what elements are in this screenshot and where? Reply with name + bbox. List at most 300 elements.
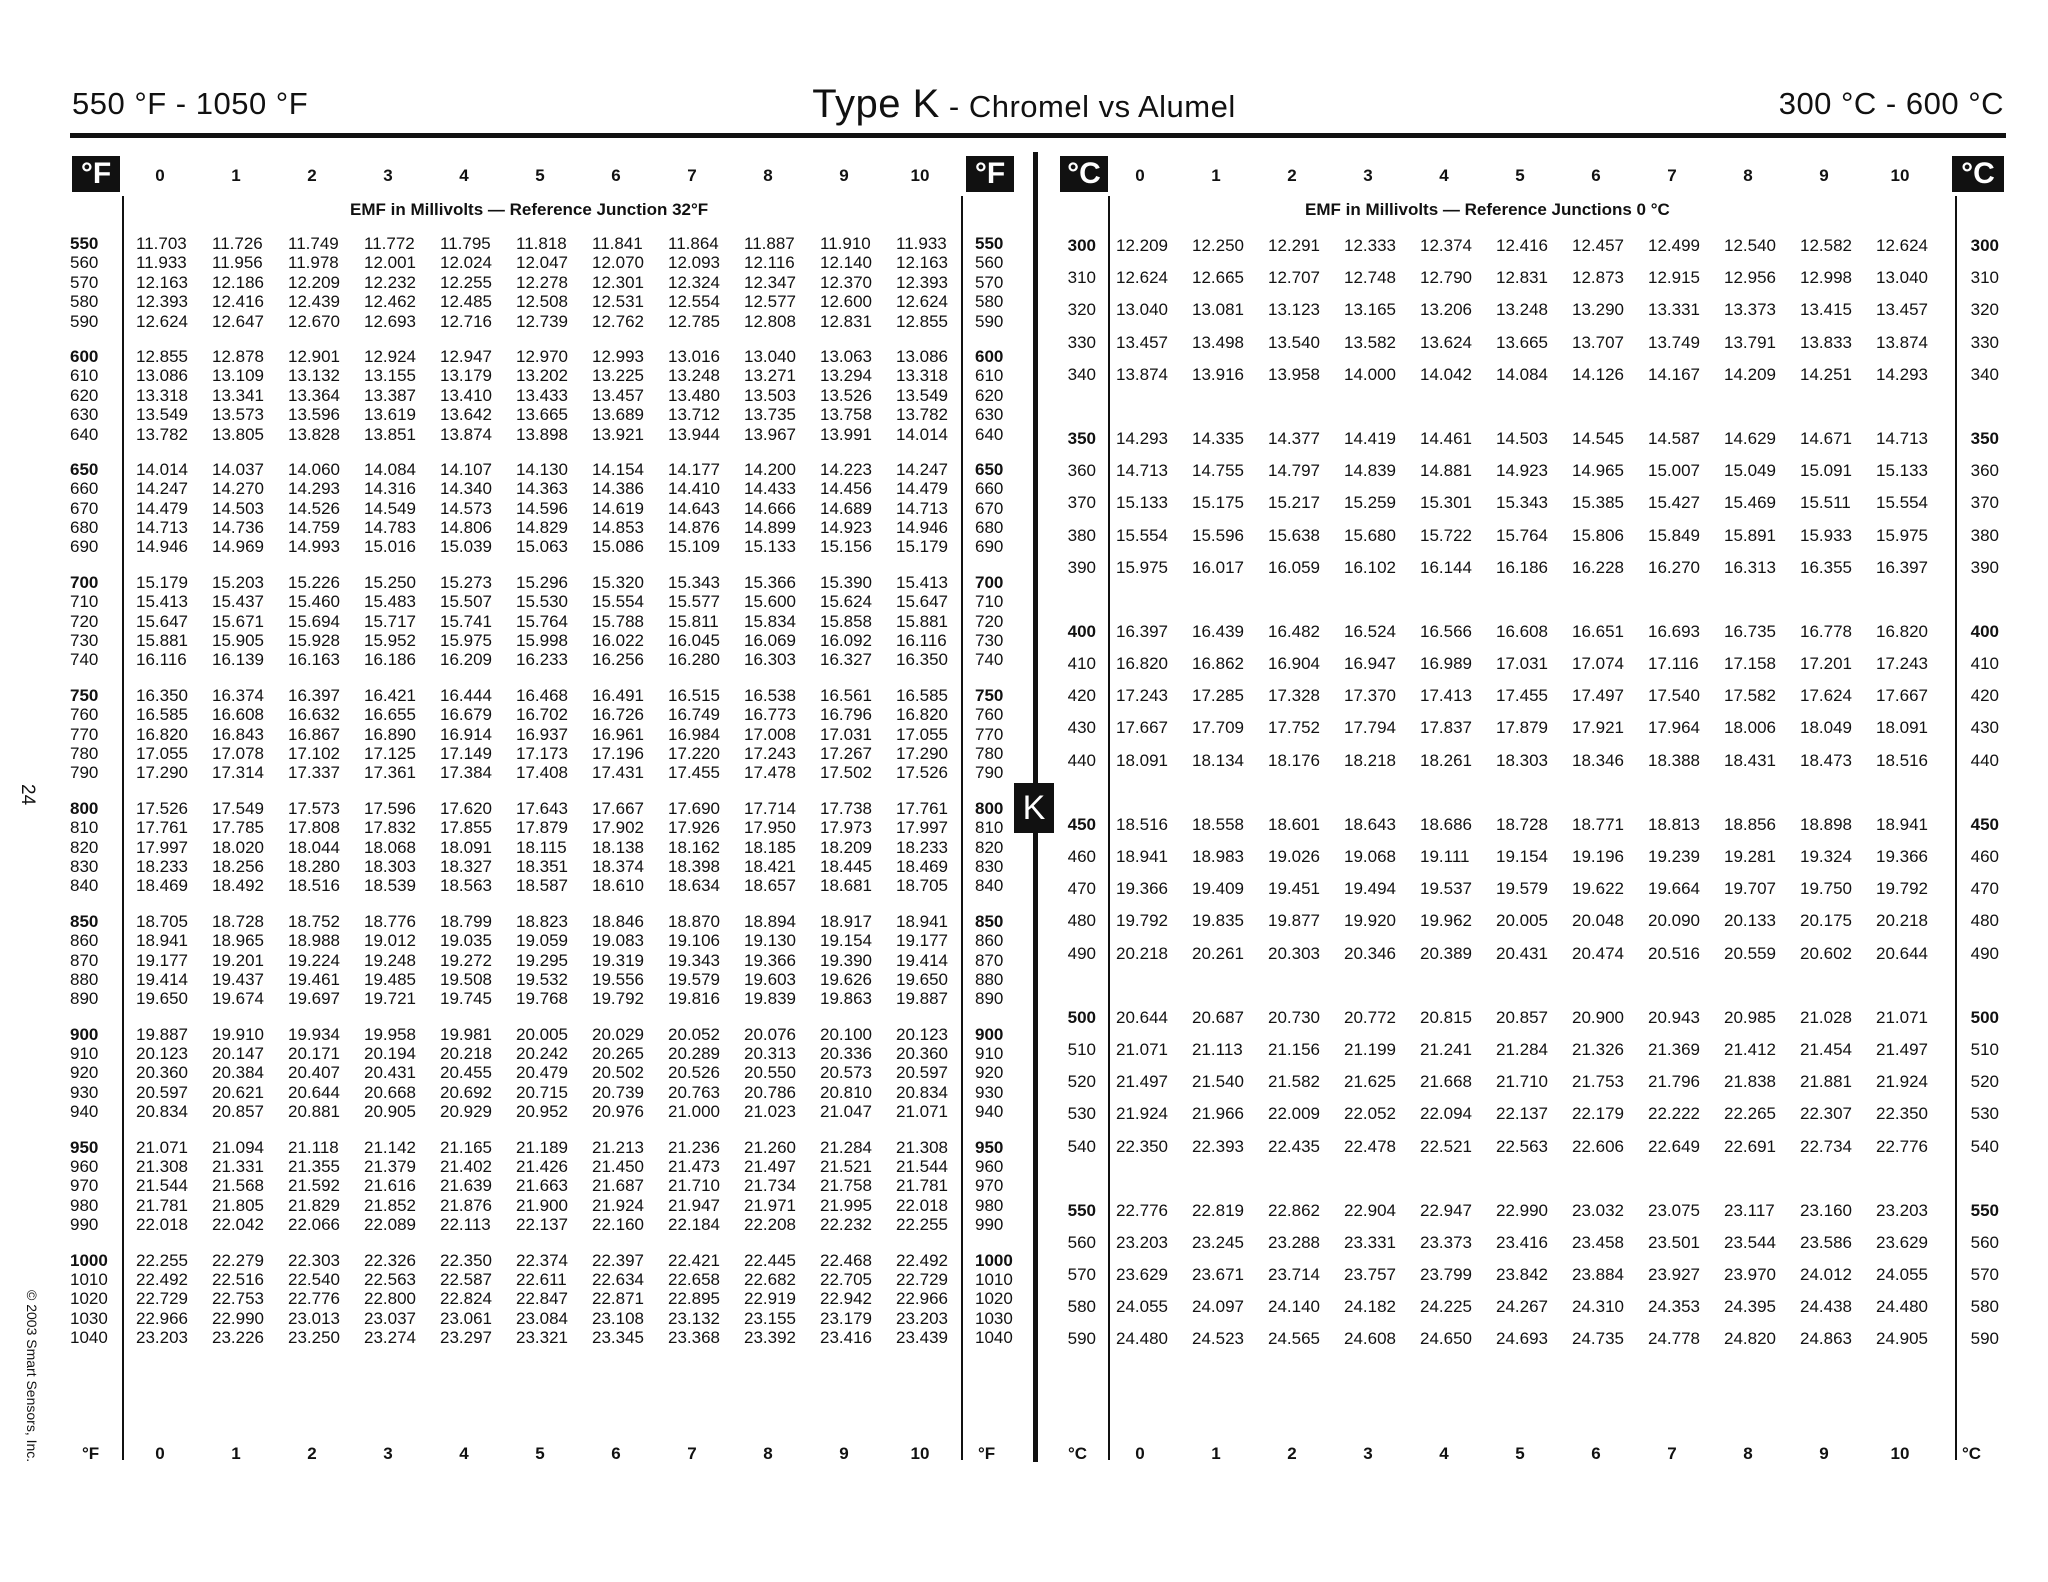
- emf-cell: 21.118: [288, 1137, 339, 1157]
- emf-cell: 14.526: [288, 498, 340, 518]
- row-temperature: 510: [1067, 1039, 1096, 1059]
- row-temperature: 750: [70, 685, 99, 705]
- emf-cell: 13.081: [1192, 300, 1244, 320]
- emf-cell: 24.863: [1800, 1329, 1852, 1349]
- emf-cell: 18.898: [1800, 814, 1852, 834]
- row-temperature: 570: [70, 272, 99, 292]
- emf-cell: 21.308: [896, 1137, 948, 1157]
- emf-cell: 18.516: [1876, 750, 1928, 770]
- emf-cell: 23.203: [1876, 1200, 1928, 1220]
- emf-cell: 17.173: [516, 743, 568, 763]
- emf-cell: 22.919: [744, 1289, 796, 1309]
- emf-cell: 14.209: [1724, 364, 1776, 384]
- emf-cell: 15.764: [1496, 525, 1548, 545]
- row-temperature-right: 360: [1970, 461, 1999, 481]
- emf-cell: 19.579: [1496, 879, 1548, 899]
- emf-cell: 18.563: [440, 876, 492, 896]
- emf-cell: 22.478: [1344, 1136, 1396, 1156]
- emf-cell: 20.261: [1192, 943, 1244, 963]
- emf-cell: 17.455: [668, 763, 720, 783]
- emf-cell: 21.454: [1800, 1039, 1852, 1059]
- emf-cell: 11.933: [896, 234, 947, 253]
- row-temperature: 640: [70, 424, 99, 444]
- emf-cell: 11.795: [440, 234, 491, 253]
- emf-cell: 12.163: [136, 272, 188, 292]
- emf-cell: 20.090: [1648, 911, 1700, 931]
- emf-cell: 19.934: [288, 1024, 340, 1044]
- emf-cell: 11.933: [136, 253, 187, 273]
- emf-cell: 17.290: [136, 763, 188, 783]
- emf-cell: 16.491: [592, 685, 644, 705]
- emf-cell: 21.284: [1496, 1039, 1548, 1059]
- emf-cell: 17.794: [1344, 718, 1396, 738]
- emf-cell: 18.218: [1344, 750, 1396, 770]
- emf-cell: 17.149: [440, 743, 492, 763]
- emf-cell: 16.867: [288, 724, 340, 744]
- fahrenheit-range-title: 550 °F - 1050 °F: [72, 86, 309, 121]
- row-temperature: 580: [70, 292, 99, 312]
- emf-cell: 13.712: [668, 405, 720, 425]
- emf-cell: 17.761: [136, 818, 188, 838]
- emf-cell: 13.123: [1268, 300, 1320, 320]
- emf-cell: 23.075: [1648, 1200, 1700, 1220]
- emf-cell: 17.408: [516, 763, 568, 783]
- row-temperature: 800: [70, 798, 99, 818]
- emf-cell: 19.485: [364, 969, 416, 989]
- emf-cell: 21.028: [1800, 1007, 1852, 1027]
- emf-cell: 20.857: [1496, 1007, 1548, 1027]
- emf-cell: 20.147: [212, 1044, 264, 1064]
- emf-cell: 13.791: [1724, 332, 1776, 352]
- emf-cell: 14.251: [1800, 364, 1852, 384]
- emf-cell: 15.175: [1192, 493, 1244, 513]
- emf-cell: 14.167: [1648, 364, 1700, 384]
- row-temperature-right: 840: [975, 876, 1004, 896]
- emf-cell: 14.736: [212, 518, 264, 538]
- emf-cell: 12.762: [592, 311, 644, 331]
- emf-cell: 21.758: [820, 1176, 872, 1196]
- emf-cell: 12.707: [1268, 268, 1320, 288]
- emf-cell: 12.374: [1420, 236, 1472, 255]
- row-temperature: 920: [70, 1063, 99, 1083]
- emf-cell: 16.397: [1116, 621, 1168, 641]
- emf-cell: 12.748: [1344, 268, 1396, 288]
- row-temperature: 430: [1067, 718, 1096, 738]
- emf-cell: 12.047: [516, 253, 568, 273]
- emf-cell: 14.340: [440, 479, 492, 499]
- copyright-notice: © 2003 Smart Sensors, Inc.: [24, 1290, 40, 1463]
- fahrenheit-footer-column-4: 4: [459, 1444, 469, 1463]
- emf-cell: 14.503: [212, 498, 264, 518]
- celsius-footer-column-4: 4: [1439, 1444, 1449, 1463]
- row-temperature-right: 560: [975, 253, 1004, 273]
- emf-cell: 21.710: [1496, 1072, 1548, 1092]
- emf-cell: 18.473: [1800, 750, 1852, 770]
- emf-cell: 22.350: [1876, 1104, 1928, 1124]
- emf-cell: 21.023: [744, 1102, 796, 1122]
- emf-cell: 14.247: [896, 459, 948, 479]
- emf-cell: 23.132: [668, 1308, 720, 1328]
- emf-cell: 19.750: [1800, 879, 1852, 899]
- emf-cell: 12.540: [1724, 236, 1776, 255]
- emf-cell: 12.993: [592, 346, 644, 366]
- row-temperature-right: 450: [1970, 814, 1999, 834]
- emf-cell: 14.629: [1724, 428, 1776, 448]
- emf-cell: 21.165: [440, 1137, 492, 1157]
- row-temperature: 840: [70, 876, 99, 896]
- row-temperature-right: 770: [975, 724, 1004, 744]
- emf-cell: 12.324: [668, 272, 720, 292]
- emf-cell: 20.559: [1724, 943, 1776, 963]
- emf-cell: 20.474: [1572, 943, 1624, 963]
- emf-cell: 12.416: [212, 292, 264, 312]
- emf-cell: 11.772: [364, 234, 415, 253]
- emf-cell: 12.582: [1800, 236, 1852, 255]
- fahrenheit-badge-left: °F: [72, 156, 120, 192]
- emf-cell: 17.573: [288, 798, 340, 818]
- emf-cell: 14.829: [516, 518, 568, 538]
- emf-cell: 21.829: [288, 1195, 340, 1215]
- emf-cell: 15.156: [820, 537, 872, 557]
- row-temperature: 950: [70, 1137, 99, 1157]
- emf-cell: 20.303: [1268, 943, 1320, 963]
- row-temperature: 580: [1067, 1297, 1096, 1317]
- emf-cell: 20.289: [668, 1044, 720, 1064]
- row-temperature: 760: [70, 705, 99, 725]
- emf-cell: 21.947: [668, 1195, 720, 1215]
- emf-cell: 24.735: [1572, 1329, 1624, 1349]
- row-temperature-right: 620: [975, 385, 1004, 405]
- celsius-column-header-7: 7: [1667, 166, 1677, 185]
- emf-cell: 23.757: [1344, 1265, 1396, 1285]
- emf-cell: 17.926: [668, 818, 720, 838]
- row-temperature-right: 970: [975, 1176, 1004, 1196]
- emf-cell: 14.107: [440, 459, 492, 479]
- emf-cell: 22.634: [592, 1269, 644, 1289]
- emf-cell: 18.346: [1572, 750, 1624, 770]
- celsius-footer-column-5: 5: [1515, 1444, 1525, 1463]
- emf-cell: 21.142: [364, 1137, 416, 1157]
- row-temperature: 440: [1067, 750, 1096, 770]
- emf-cell: 22.184: [668, 1215, 720, 1235]
- emf-cell: 13.503: [744, 385, 796, 405]
- emf-cell: 15.647: [896, 592, 948, 612]
- row-temperature-right: 780: [975, 743, 1004, 763]
- emf-cell: 24.480: [1876, 1297, 1928, 1317]
- emf-cell: 20.175: [1800, 911, 1852, 931]
- emf-cell: 20.976: [592, 1102, 644, 1122]
- emf-cell: 17.964: [1648, 718, 1700, 738]
- emf-cell: 12.393: [136, 292, 188, 312]
- row-temperature: 930: [70, 1082, 99, 1102]
- emf-cell: 20.881: [288, 1102, 340, 1122]
- row-temperature: 1030: [70, 1308, 108, 1328]
- emf-cell: 18.138: [592, 837, 644, 857]
- emf-cell: 19.494: [1344, 879, 1396, 899]
- row-temperature: 980: [70, 1195, 99, 1215]
- emf-cell: 20.360: [896, 1044, 948, 1064]
- emf-cell: 12.485: [440, 292, 492, 312]
- emf-cell: 17.714: [744, 798, 796, 818]
- emf-cell: 21.734: [744, 1176, 796, 1196]
- emf-cell: 14.060: [288, 459, 340, 479]
- emf-cell: 23.084: [516, 1308, 568, 1328]
- emf-cell: 17.078: [212, 743, 264, 763]
- emf-cell: 14.037: [212, 459, 264, 479]
- row-temperature-right: 410: [1970, 654, 1999, 674]
- emf-cell: 19.664: [1648, 879, 1700, 899]
- emf-cell: 13.874: [1116, 364, 1168, 384]
- emf-cell: 12.333: [1344, 236, 1396, 255]
- emf-cell: 17.431: [592, 763, 644, 783]
- emf-cell: 23.671: [1192, 1265, 1244, 1285]
- row-temperature: 350: [1067, 428, 1096, 448]
- emf-cell: 12.250: [1192, 236, 1244, 255]
- emf-cell: 18.303: [364, 856, 416, 876]
- emf-cell: 19.792: [1876, 879, 1928, 899]
- emf-cell: 16.374: [212, 685, 264, 705]
- emf-cell: 14.042: [1420, 364, 1472, 384]
- emf-cell: 18.091: [1876, 718, 1928, 738]
- row-temperature: 540: [1067, 1136, 1096, 1156]
- emf-cell: 13.851: [364, 424, 416, 444]
- emf-cell: 22.705: [820, 1269, 872, 1289]
- emf-cell: 15.203: [212, 572, 264, 592]
- emf-cell: 22.160: [592, 1215, 644, 1235]
- row-temperature-right: 520: [1970, 1072, 1999, 1092]
- emf-cell: 20.076: [744, 1024, 796, 1044]
- emf-cell: 17.526: [896, 763, 948, 783]
- emf-cell: 21.521: [820, 1157, 872, 1177]
- emf-cell: 18.469: [136, 876, 188, 896]
- emf-cell: 16.515: [668, 685, 720, 705]
- emf-cell: 20.336: [820, 1044, 872, 1064]
- emf-cell: 18.049: [1800, 718, 1852, 738]
- emf-cell: 11.956: [212, 253, 263, 273]
- emf-cell: 17.667: [592, 798, 644, 818]
- emf-cell: 13.373: [1724, 300, 1776, 320]
- row-temperature: 860: [70, 931, 99, 951]
- emf-cell: 14.643: [668, 498, 720, 518]
- row-temperature-right: 350: [1970, 428, 1999, 448]
- emf-cell: 17.837: [1420, 718, 1472, 738]
- celsius-footer-column-2: 2: [1287, 1444, 1297, 1463]
- celsius-column-header-4: 4: [1439, 166, 1449, 185]
- emf-cell: 17.243: [1116, 686, 1168, 706]
- emf-cell: 17.055: [136, 743, 188, 763]
- emf-cell: 12.716: [440, 311, 492, 331]
- emf-cell: 19.130: [744, 931, 796, 951]
- emf-cell: 14.839: [1344, 461, 1396, 481]
- emf-cell: 20.133: [1724, 911, 1776, 931]
- row-temperature-right: 1010: [975, 1269, 1013, 1289]
- emf-cell: 14.247: [136, 479, 188, 499]
- emf-cell: 15.905: [212, 631, 264, 651]
- emf-cell: 13.290: [1572, 300, 1624, 320]
- row-temperature: 560: [70, 253, 99, 273]
- emf-cell: 24.353: [1648, 1297, 1700, 1317]
- row-temperature: 940: [70, 1102, 99, 1122]
- emf-cell: 13.967: [744, 424, 796, 444]
- emf-cell: 14.177: [668, 459, 720, 479]
- emf-cell: 20.857: [212, 1102, 264, 1122]
- emf-cell: 13.624: [1420, 332, 1472, 352]
- emf-cell: 14.410: [668, 479, 720, 499]
- emf-cell: 13.642: [440, 405, 492, 425]
- emf-cell: 22.966: [896, 1289, 948, 1309]
- fahrenheit-footer-column-7: 7: [687, 1444, 697, 1463]
- row-temperature: 630: [70, 405, 99, 425]
- emf-cell: 21.497: [1116, 1072, 1168, 1092]
- fahrenheit-column-header-9: 9: [839, 166, 849, 185]
- celsius-footer-column-10: 10: [1890, 1444, 1910, 1463]
- row-temperature-right: 300: [1970, 236, 1999, 255]
- row-temperature-right: 320: [1970, 300, 1999, 320]
- emf-cell: 23.884: [1572, 1265, 1624, 1285]
- emf-cell: 15.680: [1344, 525, 1396, 545]
- emf-cell: 18.516: [1116, 814, 1168, 834]
- emf-cell: 12.163: [896, 253, 948, 273]
- row-temperature-right: 650: [975, 459, 1004, 479]
- emf-cell: 23.288: [1268, 1232, 1320, 1252]
- emf-cell: 18.728: [1496, 814, 1548, 834]
- emf-cell: 20.431: [364, 1063, 416, 1083]
- emf-cell: 16.350: [896, 650, 948, 670]
- emf-cell: 16.313: [1724, 557, 1776, 577]
- emf-cell: 23.629: [1876, 1232, 1928, 1252]
- emf-cell: 21.412: [1724, 1039, 1776, 1059]
- emf-cell: 12.024: [440, 253, 492, 273]
- row-temperature: 340: [1067, 364, 1096, 384]
- emf-cell: 20.123: [136, 1044, 188, 1064]
- emf-cell: 18.917: [820, 911, 872, 931]
- emf-cell: 19.201: [212, 950, 264, 970]
- row-temperature: 370: [1067, 493, 1096, 513]
- emf-cell: 21.805: [212, 1195, 264, 1215]
- emf-cell: 18.988: [288, 931, 340, 951]
- emf-cell: 18.799: [440, 911, 492, 931]
- emf-cell: 21.000: [668, 1102, 720, 1122]
- fahrenheit-column-header-1: 1: [231, 166, 241, 185]
- emf-cell: 22.776: [288, 1289, 340, 1309]
- emf-cell: 19.626: [820, 969, 872, 989]
- emf-cell: 13.619: [364, 405, 416, 425]
- emf-cell: 13.318: [136, 385, 188, 405]
- emf-cell: 22.729: [136, 1289, 188, 1309]
- emf-cell: 23.203: [896, 1308, 948, 1328]
- row-temperature: 390: [1067, 557, 1096, 577]
- emf-cell: 21.568: [212, 1176, 264, 1196]
- emf-cell: 20.100: [820, 1024, 872, 1044]
- row-temperature: 320: [1067, 300, 1096, 320]
- celsius-column-header-1: 1: [1211, 166, 1221, 185]
- emf-cell: 24.438: [1800, 1297, 1852, 1317]
- emf-cell: 21.113: [1192, 1039, 1243, 1059]
- emf-cell: 15.975: [1876, 525, 1928, 545]
- emf-cell: 22.966: [136, 1308, 188, 1328]
- emf-cell: 18.398: [668, 856, 720, 876]
- emf-cell: 15.091: [1800, 461, 1852, 481]
- emf-cell: 21.616: [364, 1176, 416, 1196]
- emf-cell: 18.558: [1192, 814, 1244, 834]
- row-temperature: 490: [1067, 943, 1096, 963]
- celsius-footer-column-3: 3: [1363, 1444, 1373, 1463]
- emf-cell: 21.881: [1800, 1072, 1852, 1092]
- emf-cell: 22.521: [1420, 1136, 1472, 1156]
- emf-cell: 14.946: [136, 537, 188, 557]
- emf-cell: 21.260: [744, 1137, 796, 1157]
- emf-cell: 22.862: [1268, 1200, 1320, 1220]
- emf-cell: 20.455: [440, 1063, 492, 1083]
- emf-cell: 16.280: [668, 650, 720, 670]
- emf-cell: 19.248: [364, 950, 416, 970]
- emf-cell: 13.596: [288, 405, 340, 425]
- emf-cell: 14.587: [1648, 428, 1700, 448]
- emf-cell: 22.137: [1496, 1104, 1548, 1124]
- row-temperature: 670: [70, 498, 99, 518]
- emf-cell: 23.799: [1420, 1265, 1472, 1285]
- emf-cell: 15.483: [364, 592, 416, 612]
- emf-cell: 14.797: [1268, 461, 1320, 481]
- row-temperature: 500: [1067, 1007, 1096, 1027]
- emf-cell: 21.355: [288, 1157, 340, 1177]
- emf-cell: 18.813: [1648, 814, 1700, 834]
- emf-cell: 21.071: [896, 1102, 948, 1122]
- row-temperature: 790: [70, 763, 99, 783]
- emf-cell: 23.416: [820, 1328, 872, 1348]
- fahrenheit-column-header-3: 3: [383, 166, 393, 185]
- emf-cell: 14.881: [1420, 461, 1472, 481]
- emf-cell: 16.693: [1648, 621, 1700, 641]
- emf-cell: 16.608: [212, 705, 264, 725]
- emf-cell: 14.853: [592, 518, 644, 538]
- emf-cell: 22.800: [364, 1289, 416, 1309]
- emf-cell: 20.005: [1496, 911, 1548, 931]
- emf-cell: 13.202: [516, 366, 568, 386]
- emf-cell: 15.301: [1420, 493, 1472, 513]
- emf-cell: 14.965: [1572, 461, 1624, 481]
- emf-cell: 16.796: [820, 705, 872, 725]
- emf-cell: 14.014: [896, 424, 948, 444]
- emf-cell: 21.852: [364, 1195, 416, 1215]
- emf-cell: 13.225: [592, 366, 644, 386]
- emf-cell: 13.086: [896, 346, 948, 366]
- emf-cell: 16.914: [440, 724, 492, 744]
- celsius-footer-unit-right: °C: [1962, 1444, 1982, 1463]
- emf-cell: 24.480: [1116, 1329, 1168, 1349]
- fahrenheit-footer-column-5: 5: [535, 1444, 545, 1463]
- emf-cell: 23.245: [1192, 1232, 1244, 1252]
- emf-cell: 15.952: [364, 631, 416, 651]
- emf-cell: 14.923: [820, 518, 872, 538]
- emf-cell: 21.582: [1268, 1072, 1320, 1092]
- emf-cell: 21.966: [1192, 1104, 1244, 1124]
- emf-cell: 20.218: [1116, 943, 1168, 963]
- row-temperature-right: 800: [975, 798, 1004, 818]
- emf-cell: 13.040: [1876, 268, 1928, 288]
- emf-cell: 18.303: [1496, 750, 1548, 770]
- emf-cell: 19.792: [592, 989, 644, 1009]
- emf-cell: 20.668: [364, 1082, 416, 1102]
- emf-cell: 21.199: [1344, 1039, 1396, 1059]
- emf-cell: 13.179: [440, 366, 492, 386]
- emf-cell: 12.255: [440, 272, 492, 292]
- emf-cell: 18.374: [592, 856, 644, 876]
- emf-cell: 18.856: [1724, 814, 1776, 834]
- emf-cell: 23.970: [1724, 1265, 1776, 1285]
- emf-cell: 19.224: [288, 950, 340, 970]
- emf-cell: 21.497: [1876, 1039, 1928, 1059]
